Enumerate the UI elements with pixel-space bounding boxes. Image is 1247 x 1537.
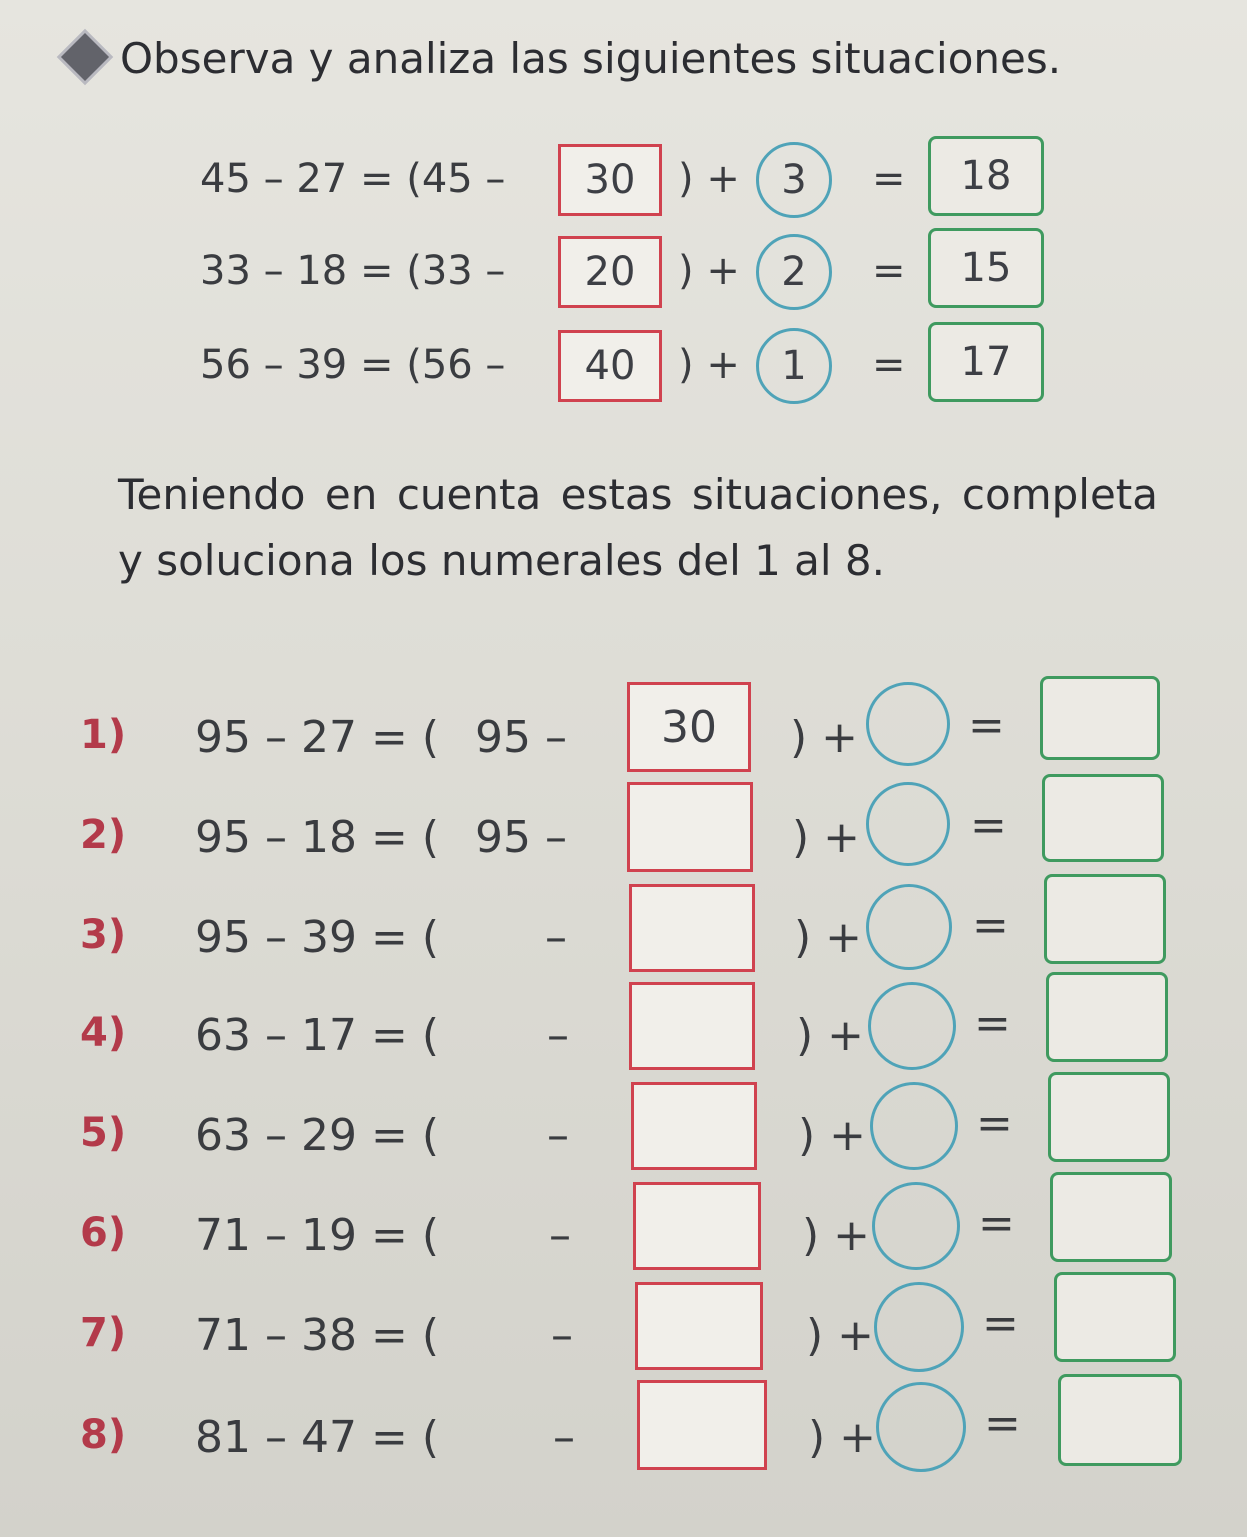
paren-minuend: 95 bbox=[475, 812, 531, 863]
blue-circle[interactable] bbox=[866, 884, 952, 970]
green-box[interactable] bbox=[1058, 1374, 1182, 1466]
minus-sign: – bbox=[547, 1010, 569, 1061]
equals-sign: = bbox=[982, 1298, 1019, 1349]
minus-sign: – bbox=[553, 1412, 575, 1463]
minus-sign: – bbox=[549, 1210, 571, 1261]
bullet-diamond-icon bbox=[61, 33, 109, 81]
plus-sign: ) + bbox=[796, 1010, 865, 1061]
plus-sign: ) + bbox=[794, 912, 863, 963]
green-box: 15 bbox=[928, 228, 1044, 308]
exercise-number: 3) bbox=[80, 912, 127, 958]
green-box[interactable] bbox=[1050, 1172, 1172, 1262]
equals-sign: = bbox=[984, 1398, 1021, 1449]
red-box: 40 bbox=[558, 330, 662, 402]
example-expression: 33 – 18 = (33 – bbox=[200, 248, 506, 294]
blue-circle[interactable] bbox=[874, 1282, 964, 1372]
header-title: Observa y analiza las siguientes situaciones. bbox=[120, 34, 1062, 83]
green-box[interactable] bbox=[1042, 774, 1164, 862]
blue-circle: 2 bbox=[756, 234, 832, 310]
plus-sign: ) + bbox=[790, 712, 859, 763]
red-box[interactable] bbox=[631, 1082, 757, 1170]
plus-sign: ) + bbox=[802, 1210, 871, 1261]
minus-sign: – bbox=[545, 712, 567, 763]
red-box[interactable] bbox=[635, 1282, 763, 1370]
example-expression: 56 – 39 = (56 – bbox=[200, 342, 506, 388]
equals-sign: = bbox=[872, 342, 906, 388]
equals-sign: = bbox=[968, 700, 1005, 751]
minus-sign: – bbox=[551, 1310, 573, 1361]
example-row bbox=[200, 326, 1100, 406]
exercise-expression: 81 – 47 = ( bbox=[195, 1412, 439, 1463]
exercise-expression: 71 – 38 = ( bbox=[195, 1310, 439, 1361]
blue-circle[interactable] bbox=[872, 1182, 960, 1270]
example-expression: 45 – 27 = (45 – bbox=[200, 156, 506, 202]
exercise-row bbox=[0, 1288, 1247, 1388]
plus-sign: ) + bbox=[798, 1110, 867, 1161]
red-box[interactable]: 30 bbox=[627, 682, 751, 772]
exercise-expression: 63 – 17 = ( bbox=[195, 1010, 439, 1061]
exercise-expression: 63 – 29 = ( bbox=[195, 1110, 439, 1161]
exercise-number: 2) bbox=[80, 812, 127, 858]
minus-sign: – bbox=[547, 1110, 569, 1161]
red-box[interactable] bbox=[637, 1380, 767, 1470]
blue-circle[interactable] bbox=[876, 1382, 966, 1472]
blue-circle[interactable] bbox=[866, 682, 950, 766]
exercise-number: 4) bbox=[80, 1010, 127, 1056]
minus-sign: – bbox=[545, 912, 567, 963]
green-box[interactable] bbox=[1040, 676, 1160, 760]
green-box: 17 bbox=[928, 322, 1044, 402]
plus-sign: ) + bbox=[678, 156, 740, 202]
equals-sign: = bbox=[972, 900, 1009, 951]
exercise-number: 6) bbox=[80, 1210, 127, 1256]
blue-circle[interactable] bbox=[866, 782, 950, 866]
exercise-row bbox=[0, 1390, 1247, 1490]
example-row bbox=[200, 140, 1100, 220]
example-row bbox=[200, 232, 1100, 312]
exercise-expression: 95 – 39 = ( bbox=[195, 912, 439, 963]
plus-sign: ) + bbox=[792, 812, 861, 863]
blue-circle[interactable] bbox=[870, 1082, 958, 1170]
red-box[interactable] bbox=[633, 1182, 761, 1270]
equals-sign: = bbox=[970, 800, 1007, 851]
exercise-expression: 95 – 18 = ( bbox=[195, 812, 439, 863]
green-box[interactable] bbox=[1048, 1072, 1170, 1162]
plus-sign: ) + bbox=[678, 248, 740, 294]
exercise-expression: 95 – 27 = ( bbox=[195, 712, 439, 763]
blue-circle: 3 bbox=[756, 142, 832, 218]
red-box[interactable] bbox=[629, 982, 755, 1070]
exercise-number: 7) bbox=[80, 1310, 127, 1356]
instruction-paragraph: Teniendo en cuenta estas situaciones, completa y soluciona los numerales del 1 al 8. bbox=[118, 470, 1158, 585]
green-box[interactable] bbox=[1054, 1272, 1176, 1362]
equals-sign: = bbox=[974, 998, 1011, 1049]
green-box[interactable] bbox=[1044, 874, 1166, 964]
red-box[interactable] bbox=[627, 782, 753, 872]
plus-sign: ) + bbox=[808, 1412, 877, 1463]
equals-sign: = bbox=[872, 156, 906, 202]
blue-circle: 1 bbox=[756, 328, 832, 404]
red-box: 20 bbox=[558, 236, 662, 308]
equals-sign: = bbox=[976, 1098, 1013, 1149]
green-box: 18 bbox=[928, 136, 1044, 216]
red-box[interactable] bbox=[629, 884, 755, 972]
red-box: 30 bbox=[558, 144, 662, 216]
plus-sign: ) + bbox=[806, 1310, 875, 1361]
exercise-number: 1) bbox=[80, 712, 127, 758]
exercise-number: 8) bbox=[80, 1412, 127, 1458]
equals-sign: = bbox=[978, 1198, 1015, 1249]
blue-circle[interactable] bbox=[868, 982, 956, 1070]
plus-sign: ) + bbox=[678, 342, 740, 388]
minus-sign: – bbox=[545, 812, 567, 863]
exercise-number: 5) bbox=[80, 1110, 127, 1156]
green-box[interactable] bbox=[1046, 972, 1168, 1062]
exercise-expression: 71 – 19 = ( bbox=[195, 1210, 439, 1261]
paren-minuend: 95 bbox=[475, 712, 531, 763]
equals-sign: = bbox=[872, 248, 906, 294]
